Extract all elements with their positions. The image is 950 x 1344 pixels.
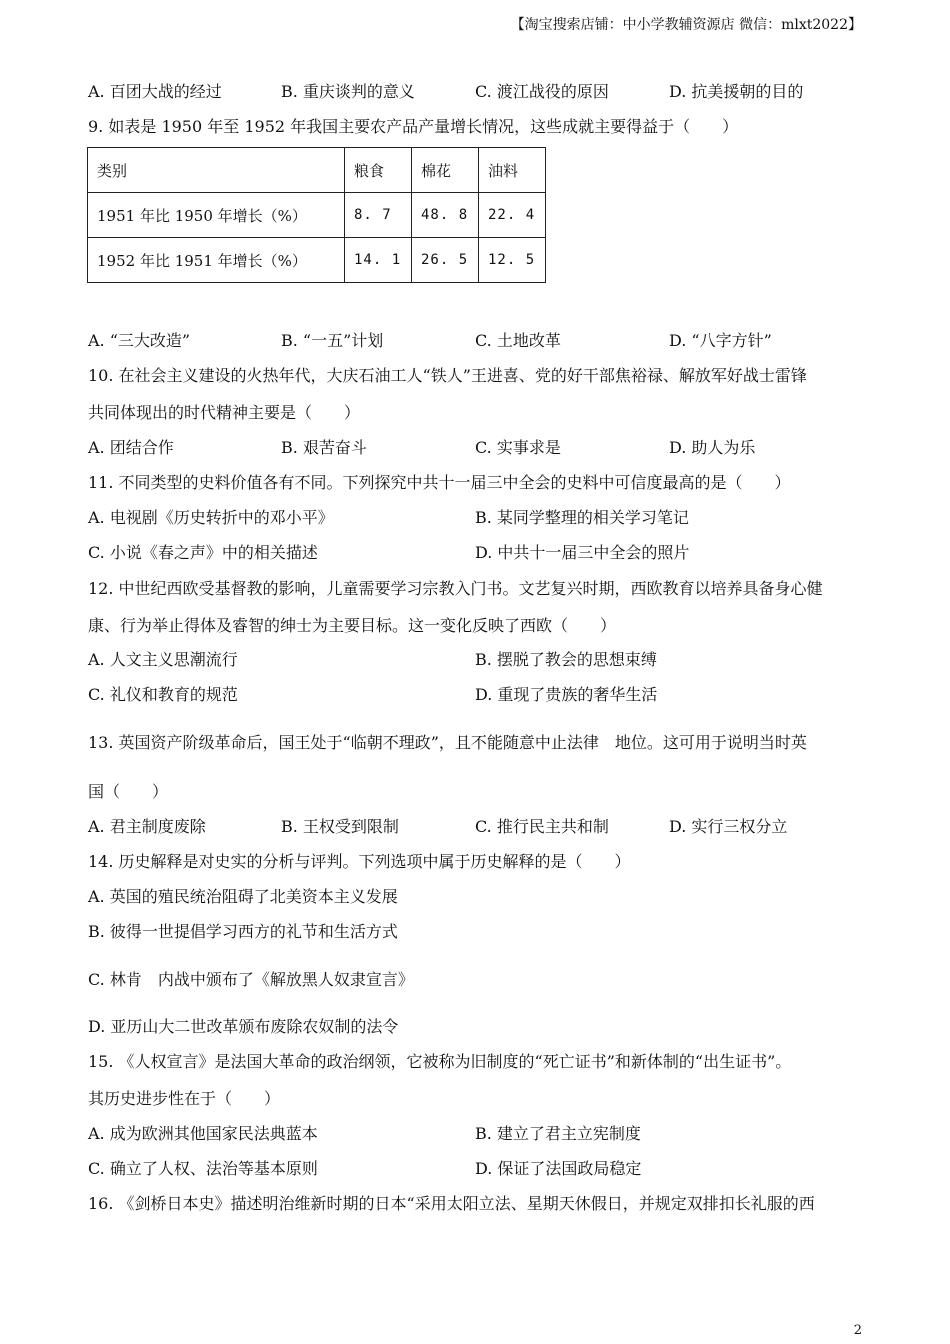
q12-stem-line1: 12. 中世纪西欧受基督教的影响，儿童需要学习宗教入门书。文艺复兴时期，西欧教育以培养具备身心健 [88, 579, 823, 598]
q9-stem: 9. 如表是 1950 年至 1952 年我国主要农产品产量增长情况，这些成就主要得益于（ ） [88, 117, 739, 136]
table-row [88, 193, 546, 238]
table-header-cell: 油料 [479, 148, 546, 193]
option-c[interactable]: C. 礼仪和教育的规范 [88, 685, 238, 704]
q9-options [88, 331, 863, 351]
option-a[interactable]: A. 人文主义思潮流行 [88, 650, 238, 669]
option-c[interactable]: C. 推行民主共和制 [475, 817, 609, 836]
table-cell: 48. 8 [412, 193, 479, 238]
header-note: 【淘宝搜索店铺：中小学教辅资源店 微信：mlxt2022】 [510, 17, 862, 33]
option-d[interactable]: D. 助人为乐 [669, 438, 756, 457]
q8-options [88, 82, 863, 102]
table-row [88, 238, 546, 283]
q10-options [88, 438, 863, 458]
q12-options-row2 [88, 685, 863, 705]
table-cell: 12. 5 [479, 238, 546, 283]
q12-options-row1 [88, 650, 863, 670]
option-d[interactable]: D. 保证了法国政局稳定 [475, 1159, 642, 1178]
option-b[interactable]: B. “一五”计划 [281, 331, 384, 350]
option-c[interactable]: C. 确立了人权、法治等基本原则 [88, 1159, 318, 1178]
option-c[interactable]: C. 实事求是 [475, 438, 561, 457]
option-c[interactable]: C. 林肯 内战中颁布了《解放黑人奴隶宣言》 [88, 970, 414, 989]
table-header-row [88, 148, 546, 193]
option-b[interactable]: B. 彼得一世提倡学习西方的礼节和生活方式 [88, 922, 398, 941]
q16-stem-line1: 16. 《剑桥日本史》描述明治维新时期的日本“采用太阳立法、星期天休假日，并规定双排扣长礼服的西 [88, 1194, 815, 1213]
q15-stem-line1: 15. 《人权宣言》是法国大革命的政治纲领，它被称为旧制度的“死亡证书”和新体制的“出生证书”。 [88, 1052, 792, 1071]
option-a[interactable]: A. “三大改造” [88, 331, 191, 350]
table-cell: 1952 年比 1951 年增长（%） [88, 238, 345, 283]
option-b[interactable]: B. 王权受到限制 [281, 817, 399, 836]
q9-data-table [87, 147, 546, 283]
q13-stem-line1: 13. 英国资产阶级革命后，国王处于“临朝不理政”，且不能随意中止法律 地位。这可用于说明当时英 [88, 733, 807, 752]
option-a[interactable]: A. 百团大战的经过 [88, 82, 222, 101]
q13-stem-line2: 国（ ） [88, 782, 169, 801]
option-a[interactable]: A. 成为欧洲其他国家民法典蓝本 [88, 1124, 318, 1143]
option-d[interactable]: D. 重现了贵族的奢华生活 [475, 685, 658, 704]
q11-options-row2 [88, 543, 863, 563]
q14-stem: 14. 历史解释是对史实的分析与评判。下列选项中属于历史解释的是（ ） [88, 852, 631, 871]
q15-options-row2 [88, 1159, 863, 1179]
option-a[interactable]: A. 君主制度废除 [88, 817, 206, 836]
option-b[interactable]: B. 某同学整理的相关学习笔记 [475, 508, 689, 527]
q11-options-row1 [88, 508, 863, 528]
option-c[interactable]: C. 土地改革 [475, 331, 561, 350]
table-cell: 22. 4 [479, 193, 546, 238]
q10-stem-line1: 10. 在社会主义建设的火热年代，大庆石油工人“铁人”王进喜、党的好干部焦裕禄、解放军好战士雷锋 [88, 366, 807, 385]
option-b[interactable]: B. 重庆谈判的意义 [281, 82, 415, 101]
option-b[interactable]: B. 摆脱了教会的思想束缚 [475, 650, 657, 669]
option-d[interactable]: D. 中共十一届三中全会的照片 [475, 543, 690, 562]
option-c[interactable]: C. 渡江战役的原因 [475, 82, 609, 101]
table-header-cell: 粮食 [345, 148, 412, 193]
q15-stem-line2: 其历史进步性在于（ ） [88, 1089, 281, 1108]
table-cell: 8. 7 [345, 193, 412, 238]
q12-stem-line2: 康、行为举止得体及睿智的绅士为主要目标。这一变化反映了西欧（ ） [88, 616, 617, 635]
option-d[interactable]: D. 亚历山大二世改革颁布废除农奴制的法令 [88, 1017, 399, 1036]
table-cell: 1951 年比 1950 年增长（%） [88, 193, 345, 238]
option-a[interactable]: A. 团结合作 [88, 438, 174, 457]
option-d[interactable]: D. 实行三权分立 [669, 817, 788, 836]
option-c[interactable]: C. 小说《春之声》中的相关描述 [88, 543, 318, 562]
option-d[interactable]: D. “八字方针” [669, 331, 772, 350]
option-b[interactable]: B. 建立了君主立宪制度 [475, 1124, 641, 1143]
q10-stem-line2: 共同体现出的时代精神主要是（ ） [88, 403, 361, 422]
table-cell: 14. 1 [345, 238, 412, 283]
option-a[interactable]: A. 英国的殖民统治阻碍了北美资本主义发展 [88, 887, 398, 906]
page-number: 2 [853, 1323, 862, 1338]
q15-options-row1 [88, 1124, 863, 1144]
option-b[interactable]: B. 艰苦奋斗 [281, 438, 367, 457]
option-d[interactable]: D. 抗美援朝的目的 [669, 82, 804, 101]
option-a[interactable]: A. 电视剧《历史转折中的邓小平》 [88, 508, 334, 527]
q13-options [88, 817, 863, 837]
table-header-cell: 类别 [88, 148, 345, 193]
table-cell: 26. 5 [412, 238, 479, 283]
table-header-cell: 棉花 [412, 148, 479, 193]
q11-stem: 11. 不同类型的史料价值各有不同。下列探究中共十一届三中全会的史料中可信度最高的是（ ） [88, 473, 791, 492]
